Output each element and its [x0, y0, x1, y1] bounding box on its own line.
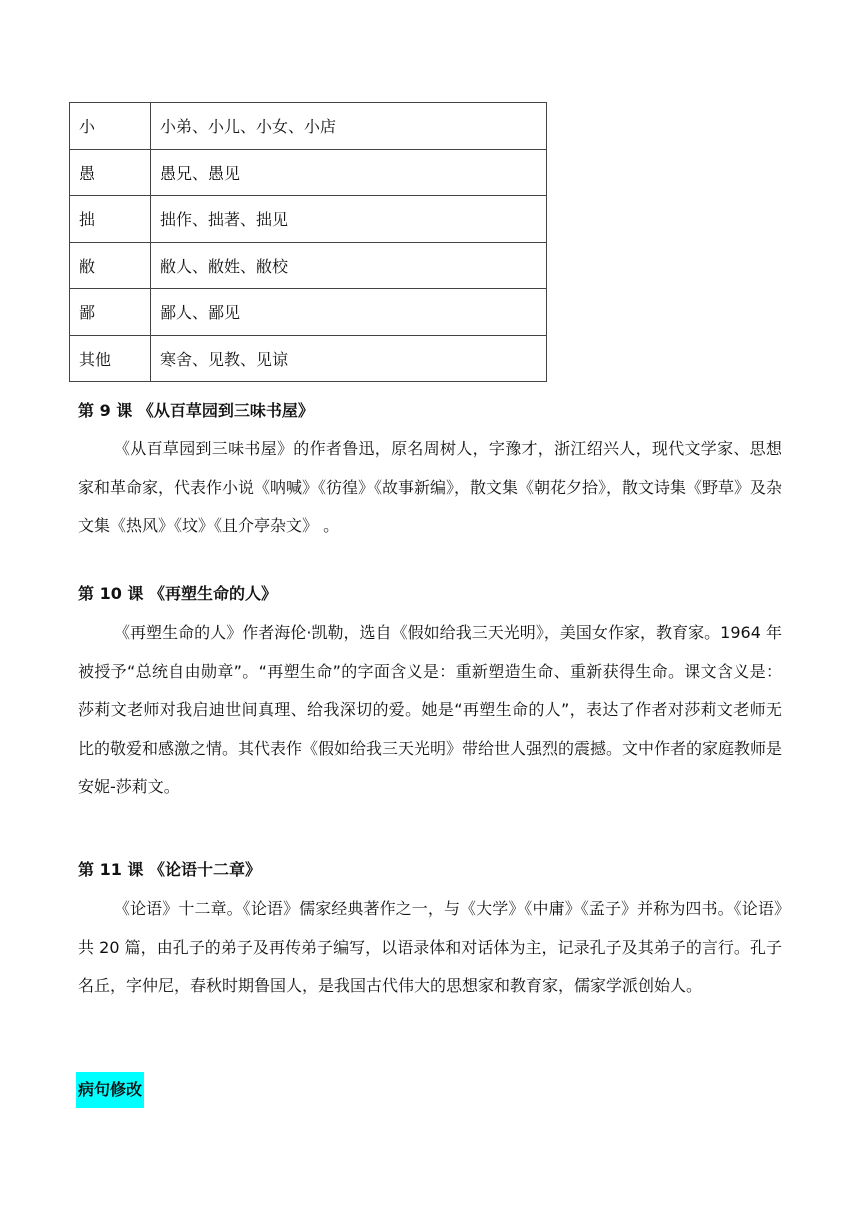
lesson-10-paragraph: 《再塑生命的人》作者海伦·凯勒，选自《假如给我三天光明》，美国女作家，教育家。1964 年被授予“总统自由勋章”。“再塑生命”的字面含义是：重新塑造生命、重新获得生命。课文含义是：莎莉文老师对我启迪世间真理、给我深切的爱。她是“再塑生命的人”，表达了作者对莎莉文老师无比的敬爱和感激之情。其代表作《假如给我三天光明》带给世人强烈的震撼。文中作者的家庭教师是安妮-莎莉文。 [78, 623, 783, 796]
table-row [70, 196, 547, 243]
lesson-9-paragraph: 《从百草园到三味书屋》的作者鲁迅，原名周树人，字豫才，浙江绍兴人，现代文学家、思想家和革命家，代表作小说《呐喊》《彷徨》《故事新编》，散文集《朝花夕拾》，散文诗集《野草》及杂文集《热风》《坟》《且介亭杂文》 。 [78, 439, 783, 535]
table-cell-char: 拙 [70, 196, 151, 243]
table-cell-words: 敝人、敝姓、敝校 [151, 242, 547, 289]
table-cell-words: 愚兄、愚见 [151, 149, 547, 196]
lesson-10-heading: 第 10 课 《再塑生命的人》 [78, 584, 277, 603]
table-row [70, 335, 547, 382]
humble-words-table [69, 102, 547, 382]
table-row [70, 149, 547, 196]
table-row [70, 289, 547, 336]
table-cell-char: 敝 [70, 242, 151, 289]
table-cell-char: 小 [70, 103, 151, 150]
table-cell-char: 鄙 [70, 289, 151, 336]
lesson-9-heading: 第 9 课 《从百草园到三味书屋》 [78, 401, 314, 420]
table-cell-words: 拙作、拙著、拙见 [151, 196, 547, 243]
table-row [70, 242, 547, 289]
lesson-11-heading: 第 11 课 《论语十二章》 [78, 860, 261, 879]
table-cell-words: 鄙人、鄙见 [151, 289, 547, 336]
table-cell-char: 其他 [70, 335, 151, 382]
lesson-11-paragraph: 《论语》十二章。《论语》儒家经典著作之一，与《大学》《中庸》《孟子》并称为四书。《论语》共 20 篇，由孔子的弟子及再传弟子编写，以语录体和对话体为主，记录孔子及其弟子的言行。孔子名丘，字仲尼，春秋时期鲁国人，是我国古代伟大的思想家和教育家，儒家学派创始人。 [78, 899, 782, 995]
section-heading-highlighted: 病句修改 [76, 1072, 144, 1108]
table-row [70, 103, 547, 150]
table-cell-words: 寒舍、见教、见谅 [151, 335, 547, 382]
table-cell-words: 小弟、小儿、小女、小店 [151, 103, 547, 150]
table-cell-char: 愚 [70, 149, 151, 196]
